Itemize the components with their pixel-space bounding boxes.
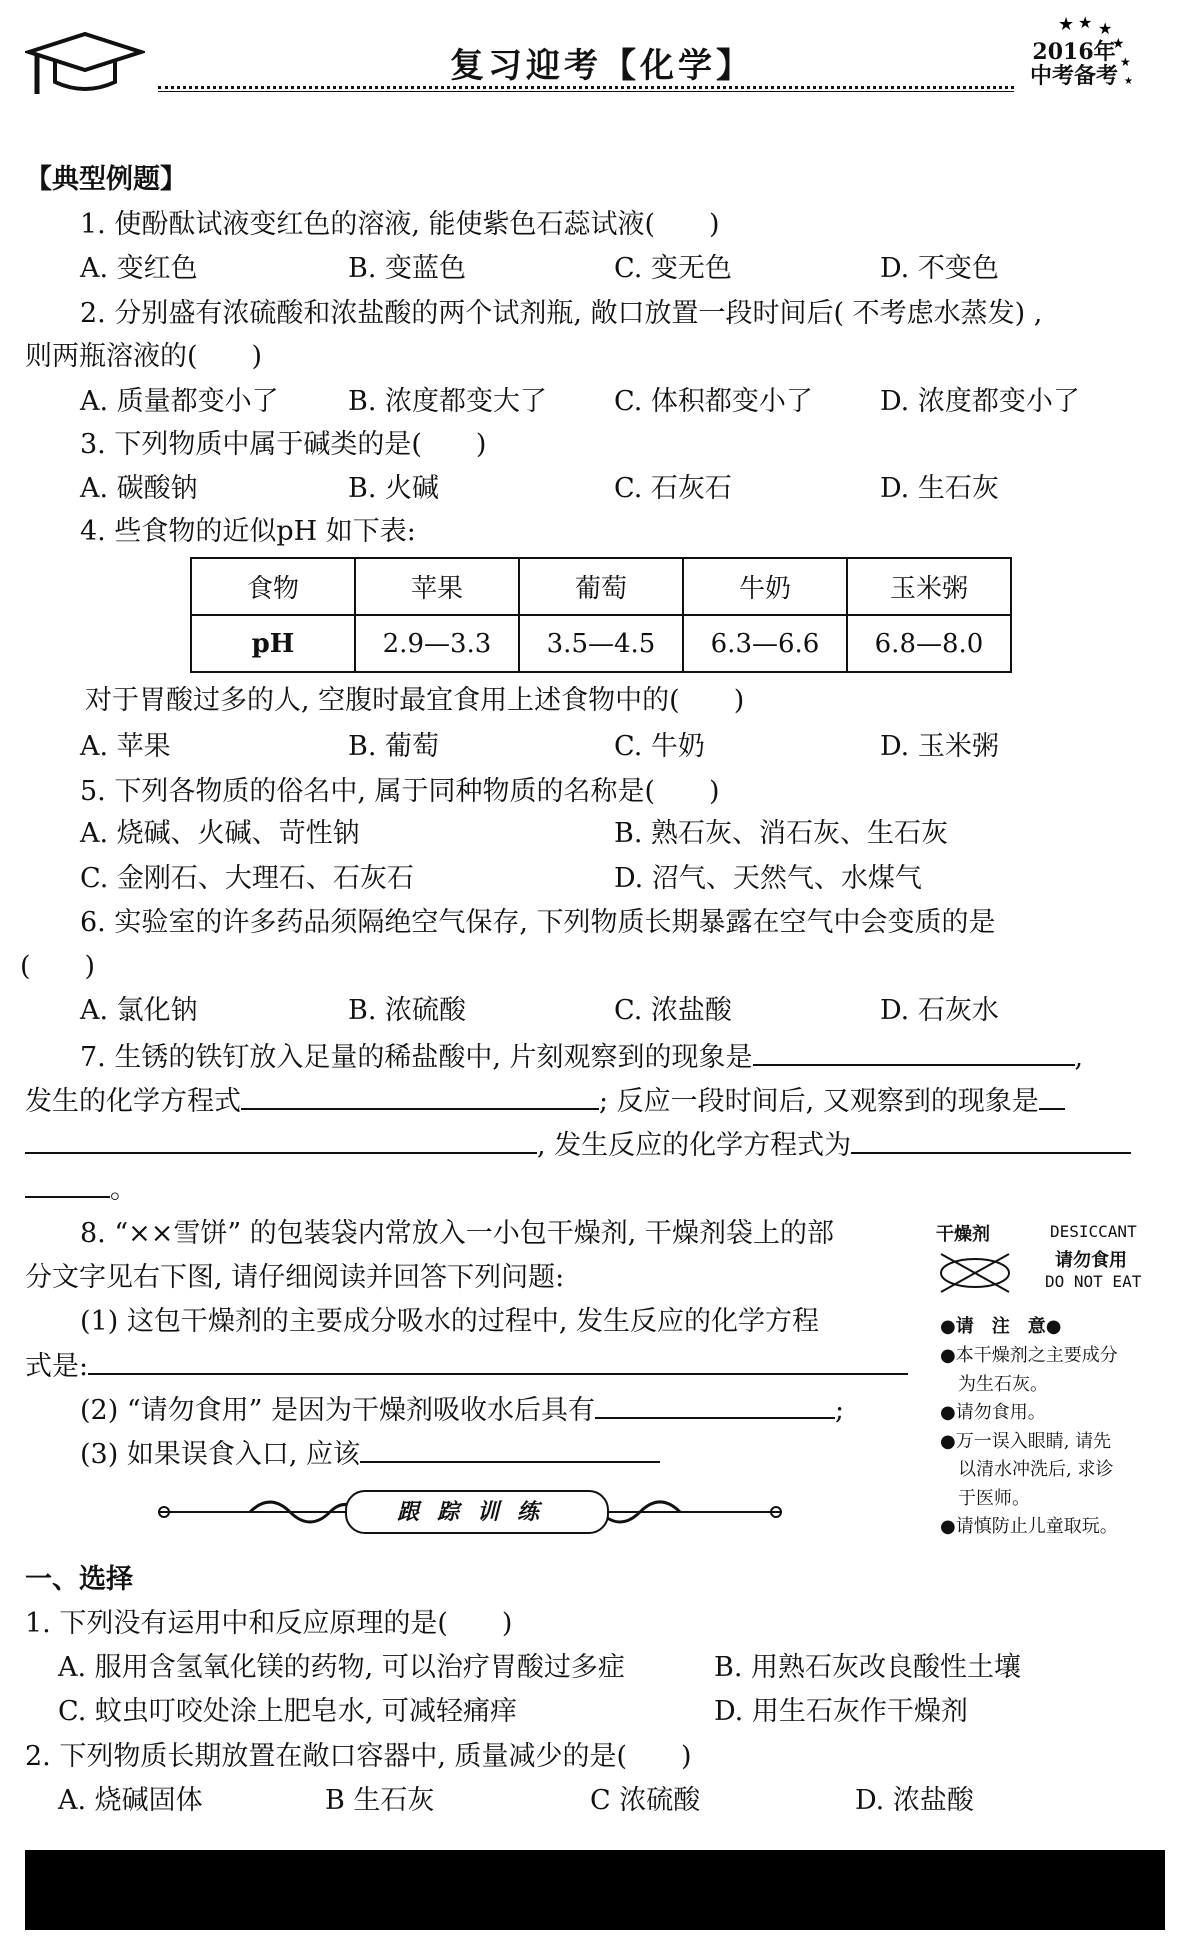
p1-option-c: C. 蚊虫叮咬处涂上肥皂水, 可减轻痛痒 (58, 1696, 518, 1727)
q7-line1 (80, 1040, 1083, 1075)
q1-option-d: D. 不变色 (880, 253, 999, 284)
ph-table-cell: pH (191, 615, 355, 672)
header-divider-solid (158, 91, 1014, 92)
notice-heading: ●请 注 意● (940, 1316, 1062, 1337)
p2-option-a: A. 烧碱固体 (58, 1785, 203, 1816)
page-title: 复习迎考【化学】 (450, 46, 754, 86)
ph-table-cell: 2.9—3.3 (355, 615, 519, 672)
q8-blank-2[interactable] (595, 1393, 835, 1419)
p1-option-b: B. 用熟石灰改良酸性土壤 (714, 1652, 1022, 1683)
q7-blank-6[interactable] (25, 1172, 110, 1198)
q4-option-a: A. 苹果 (80, 731, 171, 762)
p1-stem: 1. 下列没有运用中和反应原理的是( ) (25, 1608, 513, 1639)
footer-bar (25, 1850, 1165, 1930)
q6-option-a: A. 氯化钠 (80, 995, 198, 1026)
svg-text:★: ★ (1112, 36, 1125, 52)
q6-option-c: C. 浓盐酸 (614, 995, 732, 1026)
svg-text:★: ★ (1124, 76, 1133, 87)
q2-option-c: C. 体积都变小了 (614, 386, 813, 417)
notice-item: ●万一误入眼睛, 请先 (940, 1430, 1112, 1452)
q3-stem: 3. 下列物质中属于碱类的是( ) (80, 429, 487, 460)
q7-line4 (25, 1172, 137, 1207)
ph-table-header: 食物 (191, 558, 355, 615)
p2-stem: 2. 下列物质长期放置在敞口容器中, 质量减少的是( ) (25, 1741, 692, 1772)
q8-sub3 (80, 1437, 660, 1472)
q3-option-c: C. 石灰石 (614, 473, 732, 504)
q5-stem: 5. 下列各物质的俗名中, 属于同种物质的名称是( ) (80, 776, 720, 807)
notice-item: ●请勿食用。 (940, 1402, 1046, 1423)
svg-text:★: ★ (1098, 19, 1113, 38)
q7-blank-3[interactable] (1039, 1084, 1065, 1110)
q7-line3-text: , 发生反应的化学方程式为 (537, 1130, 852, 1161)
q7-line2 (25, 1084, 1065, 1119)
q7-blank-4[interactable] (25, 1128, 537, 1154)
svg-text:★: ★ (1120, 55, 1131, 69)
graduation-cap-icon (25, 30, 145, 100)
no-eat-en: DO NOT EAT (1045, 1272, 1142, 1291)
crossed-out-eat-icon (935, 1248, 1015, 1298)
ph-table (190, 557, 1012, 673)
q4-option-c: C. 牛奶 (614, 731, 705, 762)
notice-item: ●本干燥剂之主要成分 (940, 1345, 1118, 1366)
ph-table-header: 玉米粥 (847, 558, 1011, 615)
q5-option-a: A. 烧碱、火碱、苛性钠 (80, 818, 360, 849)
header-divider (158, 86, 1014, 89)
section-banner-label: 跟踪训练 (345, 1490, 609, 1534)
p1-option-a: A. 服用含氢氧化镁的药物, 可以治疗胃酸过多症 (58, 1652, 625, 1683)
desiccant-label-en: DESICCANT (1050, 1222, 1137, 1241)
ph-table-header: 苹果 (355, 558, 519, 615)
q5-option-b: B. 熟石灰、消石灰、生石灰 (614, 818, 949, 849)
desiccant-label-cn: 干燥剂 (936, 1224, 990, 1245)
q7-line1-text: 7. 生锈的铁钉放入足量的稀盐酸中, 片刻观察到的现象是 (80, 1042, 753, 1073)
p2-option-b: B 生石灰 (325, 1785, 435, 1816)
ph-table-header-row (191, 558, 1011, 615)
svg-text:★: ★ (1058, 14, 1075, 35)
q4-stem: 4. 些食物的近似pH 如下表: (80, 516, 416, 547)
notice-list (940, 1342, 1118, 1542)
q8-line1: 8. “××雪饼” 的包装袋内常放入一小包干燥剂, 干燥剂袋上的部 (80, 1218, 834, 1249)
q3-option-b: B. 火碱 (348, 473, 440, 504)
q6-stem: 6. 实验室的许多药品须隔绝空气保存, 下列物质长期暴露在空气中会变质的是 (80, 907, 996, 938)
q7-blank-5[interactable] (851, 1128, 1131, 1154)
q2-option-d: D. 浓度都变小了 (880, 386, 1080, 417)
q5-option-c: C. 金刚石、大理石、石灰石 (80, 863, 414, 894)
q6-option-b: B. 浓硫酸 (348, 995, 467, 1026)
q8-sub2-end: ; (835, 1395, 845, 1426)
svg-text:★: ★ (1078, 13, 1093, 32)
ph-table-row (191, 615, 1011, 672)
notice-item: 为生石灰。 (958, 1373, 1048, 1395)
badge-text: 中考备考 (1030, 63, 1119, 89)
q2-option-a: A. 质量都变小了 (80, 386, 279, 417)
ph-table-header: 牛奶 (683, 558, 847, 615)
no-eat-cn: 请勿食用 (1055, 1250, 1127, 1271)
badge-year: 2016年 (1032, 39, 1116, 65)
q6-stem-cont: ( ) (20, 951, 96, 982)
p2-option-c: C 浓硫酸 (590, 1785, 701, 1816)
q4-option-b: B. 葡萄 (348, 731, 440, 762)
q2-stem-cont: 则两瓶溶液的( ) (25, 341, 263, 372)
notice-item: 以清水冲洗后, 求诊 (958, 1459, 1114, 1480)
q8-sub1-cont-text: 式是: (25, 1351, 89, 1382)
q1-option-a: A. 变红色 (80, 253, 198, 284)
q6-option-d: D. 石灰水 (880, 995, 999, 1026)
q7-blank-2[interactable] (241, 1084, 599, 1110)
q2-stem: 2. 分别盛有浓硫酸和浓盐酸的两个试剂瓶, 敞口放置一段时间后( 不考虑水蒸发) , (80, 298, 1043, 329)
q8-line2: 分文字见右下图, 请仔细阅读并回答下列问题: (25, 1262, 565, 1293)
q8-sub2-text: (2) “请勿食用” 是因为干燥剂吸收水后具有 (80, 1395, 596, 1426)
q8-sub2 (80, 1393, 844, 1428)
q7-line3 (25, 1128, 1131, 1163)
q7-line2-text: 发生的化学方程式 (25, 1086, 241, 1117)
section-heading-choice: 一、选择 (25, 1564, 133, 1595)
year-badge (1030, 40, 1118, 88)
q3-option-a: A. 碳酸钠 (80, 473, 198, 504)
q8-sub1-cont (25, 1349, 908, 1384)
q8-blank-3[interactable] (360, 1437, 660, 1463)
q8-sub3-text: (3) 如果误食入口, 应该 (80, 1439, 360, 1470)
section-heading-typical: 【典型例题】 (25, 164, 187, 195)
q8-sub1: (1) 这包干燥剂的主要成分吸水的过程中, 发生反应的化学方程 (80, 1306, 819, 1337)
ph-table-cell: 6.3—6.6 (683, 615, 847, 672)
q4-option-d: D. 玉米粥 (880, 731, 999, 762)
q1-stem: 1. 使酚酞试液变红色的溶液, 能使紫色石蕊试液( ) (80, 209, 720, 240)
ph-table-header: 葡萄 (519, 558, 683, 615)
q8-blank-1[interactable] (88, 1349, 908, 1375)
notice-item: 于医师。 (958, 1487, 1030, 1509)
q7-line4-end: 。 (110, 1174, 137, 1205)
q2-option-b: B. 浓度都变大了 (348, 386, 548, 417)
q1-option-b: B. 变蓝色 (348, 253, 467, 284)
q1-option-c: C. 变无色 (614, 253, 732, 284)
q4-stem-cont: 对于胃酸过多的人, 空腹时最宜食用上述食物中的( ) (85, 685, 745, 716)
ph-table-cell: 6.8—8.0 (847, 615, 1011, 672)
notice-item: ●请慎防止儿童取玩。 (940, 1516, 1118, 1537)
q3-option-d: D. 生石灰 (880, 473, 999, 504)
q7-line2-text-b: ; 反应一段时间后, 又观察到的现象是 (599, 1086, 1039, 1117)
q5-option-d: D. 沼气、天然气、水煤气 (614, 863, 922, 894)
q7-blank-1[interactable] (753, 1040, 1075, 1066)
p1-option-d: D. 用生石灰作干燥剂 (714, 1696, 968, 1727)
p2-option-d: D. 浓盐酸 (855, 1785, 974, 1816)
ph-table-cell: 3.5—4.5 (519, 615, 683, 672)
q7-line1-end: , (1074, 1042, 1084, 1073)
